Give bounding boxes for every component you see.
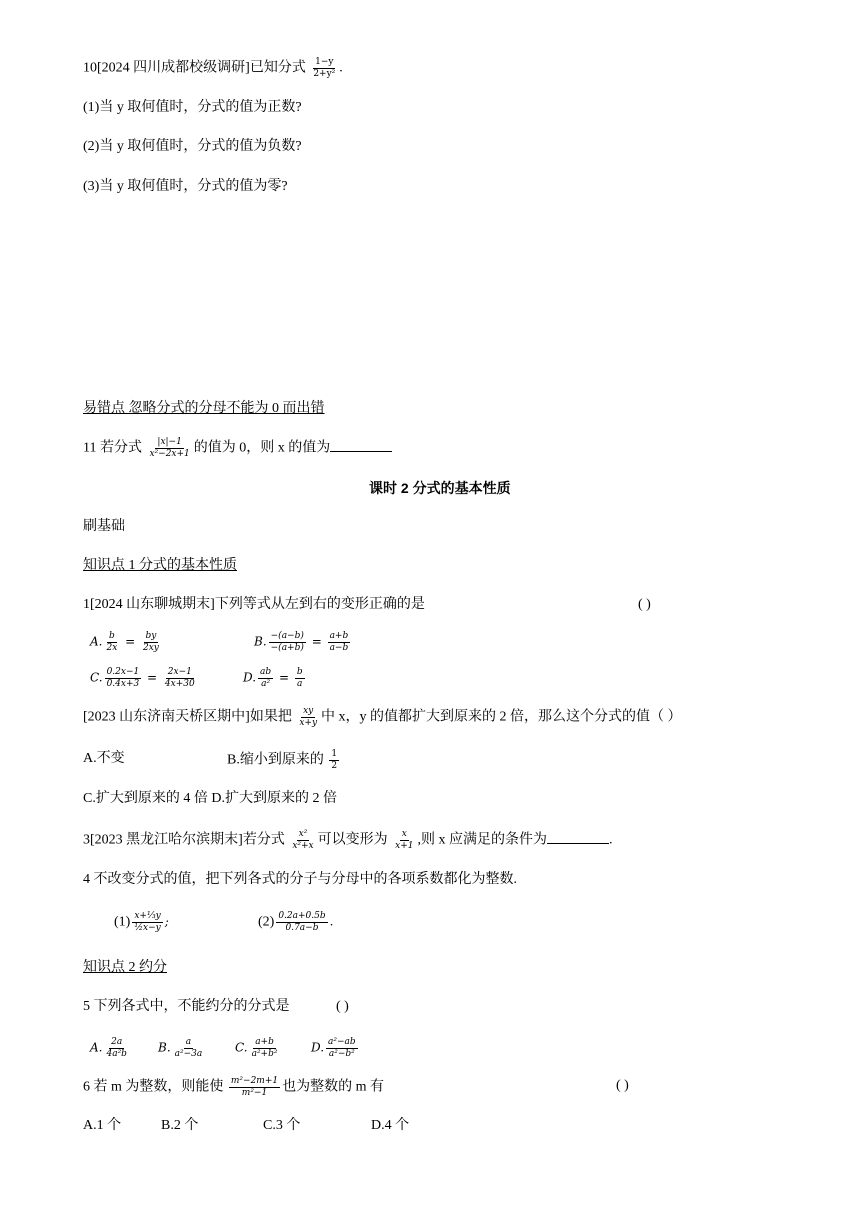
q2-option-b <box>227 749 341 772</box>
q2-option-b-fraction <box>329 749 339 772</box>
q1-option-c-left <box>105 667 142 690</box>
q1-option-b-left-den: −(a+b) <box>270 643 304 653</box>
q4-part2-fraction <box>276 911 327 934</box>
q2-option-a: A.不变 <box>83 751 125 766</box>
q4-part1-fraction <box>132 911 162 934</box>
q5-answer-paren: ( ) <box>336 999 349 1014</box>
q5-option-c-num: a+b <box>255 1037 274 1047</box>
q1-option-d-left-num: ab <box>260 667 272 677</box>
q2-post: 中 x，y 的值都扩大到原来的 2 倍，那么这个分式的值（ ） <box>321 709 682 725</box>
q3-mid: 可以变形为 <box>317 832 388 848</box>
q11-post: 的值为 0，则 x 的值为 <box>193 440 331 456</box>
q1-option-b-eq: = <box>307 634 326 649</box>
q2-option-b-num: 1 <box>331 749 338 759</box>
lesson-title: 课时 2 分式的基本性质 <box>369 480 511 496</box>
q6-stem-line <box>83 1076 384 1099</box>
practice-heading: 刷基础 <box>83 519 125 534</box>
q3-fraction-2 <box>393 829 415 852</box>
q1-option-d-right <box>295 667 305 690</box>
q6-fraction <box>229 1076 280 1099</box>
q2-fraction <box>297 706 319 729</box>
q5-option-b-label: B. <box>158 1040 171 1055</box>
q11-fraction-denominator: x²−2x+1 <box>149 449 190 459</box>
q5-option-a <box>90 1037 131 1060</box>
q1-option-c <box>90 667 199 690</box>
q6-option-a: A.1 个 <box>83 1118 122 1133</box>
kp1-heading: 知识点 1 分式的基本性质 <box>83 558 237 573</box>
q1-option-a-left <box>104 631 119 654</box>
q5-option-c-fraction <box>250 1037 280 1060</box>
q11-fraction-numerator: |x|−1 <box>157 437 182 447</box>
q4-part2-end: . <box>329 914 334 929</box>
q3-fraction-2-den: x+1 <box>395 841 414 851</box>
q11-answer-blank <box>330 439 392 452</box>
q6-option-c: C.3 个 <box>263 1118 301 1133</box>
q6-pre: 6 若 m 为整数，则能使 <box>83 1079 224 1095</box>
q11-line <box>83 437 392 460</box>
q1-stem: 1[2024 山东聊城期末]下列等式从左到右的变形正确的是 <box>83 597 425 612</box>
q6-fraction-numerator: m²−2m+1 <box>230 1076 279 1086</box>
q10-part3: (3)当 y 取何值时，分式的值为零? <box>83 179 288 194</box>
q2-option-b-text: B.缩小到原来的 <box>227 752 324 768</box>
q5-option-d-fraction <box>326 1037 358 1060</box>
q5-option-d-num: a²−ab <box>328 1037 356 1047</box>
q1-option-c-label: C. <box>90 670 103 685</box>
q3-line <box>83 829 612 852</box>
q1-option-d-label: D. <box>243 670 257 685</box>
kp2-heading: 知识点 2 约分 <box>83 960 167 975</box>
q1-option-b-right <box>328 631 351 654</box>
q4-part1-end: ; <box>164 914 169 929</box>
q1-option-b-label: B. <box>254 634 267 649</box>
q6-fraction-denominator: m²−1 <box>241 1088 268 1098</box>
q5-stem: 5 下列各式中，不能约分的分式是 <box>83 999 290 1014</box>
q2-options-cd: C.扩大到原来的 4 倍 D.扩大到原来的 2 倍 <box>83 791 337 806</box>
q10-stem-line <box>83 57 343 80</box>
q3-fraction-1 <box>290 829 315 852</box>
q11-pre: 11 若分式 <box>83 440 142 456</box>
q5-option-b <box>158 1037 206 1060</box>
q3-post: ,则 x 应满足的条件为 <box>417 832 547 848</box>
q10-part2: (2)当 y 取何值时，分式的值为负数? <box>83 139 302 154</box>
q2-option-b-den: 2 <box>331 761 338 771</box>
q10-fraction <box>311 57 337 80</box>
q2-stem-line <box>83 706 682 729</box>
q1-option-c-right-num: 2x−1 <box>167 667 192 677</box>
q2-pre: [2023 山东济南天桥区期中]如果把 <box>83 709 292 725</box>
q4-part1-label: (1) <box>114 914 131 930</box>
q4-part2-label: (2) <box>258 914 275 930</box>
q5-option-c-den: a²+b² <box>251 1049 278 1059</box>
q3-answer-blank <box>547 831 609 844</box>
q1-option-d-right-den: a <box>297 679 303 689</box>
q1-option-b-left-num: −(a−b) <box>270 631 304 641</box>
q4-part1-num: x+⅓y <box>134 911 161 921</box>
q1-option-a-eq: = <box>121 634 139 649</box>
q4-part2 <box>258 911 333 934</box>
q6-answer-paren: ( ) <box>616 1078 629 1093</box>
q1-option-a <box>90 631 163 654</box>
q5-option-c-label: C. <box>235 1040 248 1055</box>
q1-option-a-right-num: by <box>145 631 157 641</box>
q1-option-b-left <box>269 631 306 654</box>
q3-fraction-1-num: x² <box>298 829 308 839</box>
q3-end: . <box>608 832 613 848</box>
q1-option-d-left-den: a² <box>261 679 271 689</box>
q5-option-b-den: a²−3a <box>174 1049 203 1059</box>
q11-fraction <box>147 437 191 460</box>
q10-stem: 10[2024 四川成都校级调研]已知分式 <box>83 60 306 76</box>
q1-option-b <box>254 631 352 654</box>
q5-option-b-fraction <box>173 1037 205 1060</box>
q10-fraction-denominator: 2+y² <box>313 69 336 79</box>
q10-fraction-numerator: 1−y <box>315 57 334 67</box>
q4-stem: 4 不改变分式的值，把下列各式的分子与分母中的各项系数都化为整数. <box>83 872 517 887</box>
q1-option-c-right-den: 4x+30 <box>164 679 195 689</box>
q4-part1 <box>114 911 169 934</box>
q1-option-b-right-num: a+b <box>329 631 349 641</box>
q10-stem-end: . <box>339 60 343 76</box>
q2-fraction-numerator: xy <box>303 706 314 716</box>
q4-part2-num: 0.2a+0.5b <box>278 911 326 921</box>
q10-part1: (1)当 y 取何值时，分式的值为正数? <box>83 100 302 115</box>
q5-option-c <box>235 1037 281 1060</box>
q5-option-d <box>311 1037 360 1060</box>
q5-option-a-fraction <box>104 1037 128 1060</box>
q5-option-d-den: a²−b² <box>328 1049 355 1059</box>
q1-option-d-right-num: b <box>296 667 303 677</box>
q3-pre: 3[2023 黑龙江哈尔滨期末]若分式 <box>83 832 285 848</box>
q3-fraction-2-num: x <box>401 829 407 839</box>
q6-option-b: B.2 个 <box>161 1118 199 1133</box>
q1-option-c-left-num: 0.2x−1 <box>106 667 140 677</box>
q5-option-d-label: D. <box>311 1040 325 1055</box>
q1-option-c-right <box>163 667 197 690</box>
q1-option-d <box>243 667 307 690</box>
q1-option-c-eq: = <box>143 670 161 685</box>
q5-option-a-num: 2a <box>111 1037 123 1047</box>
mistake-heading: 易错点 忽略分式的分母不能为 0 而出错 <box>83 401 325 416</box>
q1-option-d-eq: = <box>275 670 293 685</box>
q4-part2-den: 0.7a−b <box>285 923 319 933</box>
q3-fraction-1-den: x²+x <box>292 841 314 851</box>
q1-option-b-right-den: a−b <box>329 643 349 653</box>
q1-option-d-left <box>258 667 273 690</box>
q1-option-a-right-den: 2xy <box>142 643 159 653</box>
q2-fraction-denominator: x+y <box>299 718 318 728</box>
q5-option-a-den: 4a²b <box>106 1049 127 1059</box>
q1-answer-paren: ( ) <box>638 597 651 612</box>
q1-option-a-right <box>141 631 161 654</box>
q1-option-a-left-num: b <box>109 631 115 641</box>
q5-option-a-label: A. <box>90 1040 103 1055</box>
q1-option-a-label: A. <box>90 634 103 649</box>
q4-part1-den: ½x−y <box>134 923 161 933</box>
q6-post: 也为整数的 m 有 <box>282 1079 384 1095</box>
q6-option-d: D.4 个 <box>371 1118 410 1133</box>
q1-option-a-left-den: 2x <box>106 643 118 653</box>
q5-option-b-num: a <box>185 1037 192 1047</box>
q1-option-c-left-den: 0.4x+3 <box>106 679 140 689</box>
